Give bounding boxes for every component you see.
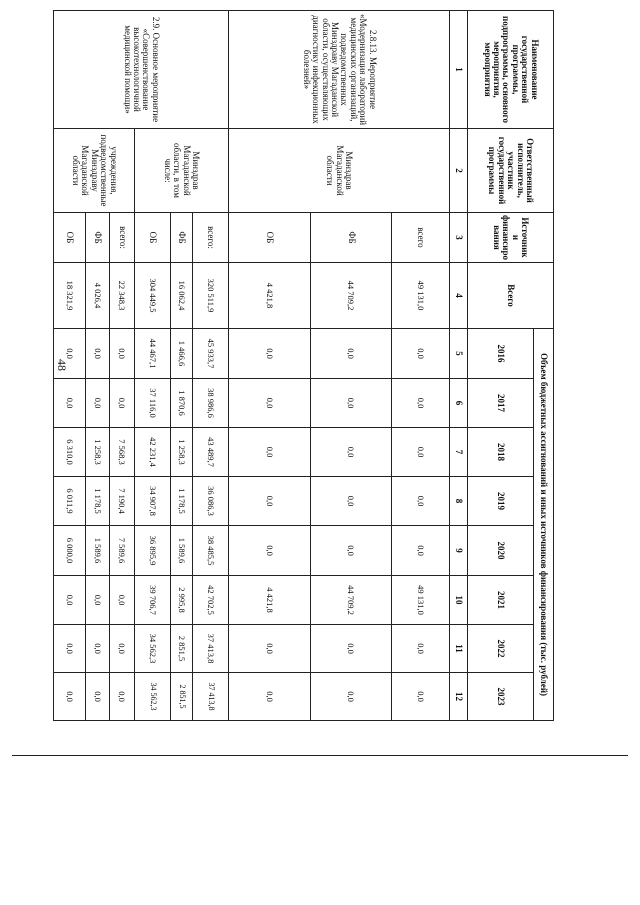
value-cell: 6 011,9	[54, 477, 86, 526]
value-cell: 0,0	[110, 673, 135, 721]
header-year: 2020	[468, 526, 534, 576]
value-cell: 0,0	[86, 576, 110, 625]
column-number: 5	[450, 329, 468, 379]
header-year: 2016	[468, 329, 534, 379]
header-year: 2017	[468, 379, 534, 428]
value-cell: 1 258,3	[171, 428, 193, 477]
header-executor: Ответственный исполнитель, участник государственной программы	[468, 129, 554, 213]
value-cell: 44 709,2	[311, 263, 392, 329]
value-cell: 0,0	[392, 477, 450, 526]
executor-cell: Минздрав Магаданской области, в том числе:	[135, 129, 229, 213]
value-cell: 0,0	[392, 428, 450, 477]
value-cell: 0,0	[229, 673, 311, 721]
value-cell: 18 321,9	[54, 263, 86, 329]
value-cell: 39 706,7	[135, 576, 171, 625]
program-name-cell: 2.8.13. Мероприятие «Модернизация лабораторий медицинских организаций, подведомственных Минздраву Магаданской области, осуществляющих диагностику инфекционных болезней»	[229, 11, 450, 129]
horizontal-rule	[12, 755, 628, 756]
source-cell: всего:	[193, 213, 229, 263]
header-funding-source: Источники финансирования	[468, 213, 554, 263]
value-cell: 0,0	[110, 576, 135, 625]
page-number: 48	[55, 359, 69, 371]
value-cell: 4 421,8	[229, 576, 311, 625]
value-cell: 7 190,4	[110, 477, 135, 526]
value-cell: 16 062,4	[171, 263, 193, 329]
value-cell: 0,0	[54, 329, 86, 379]
financing-table	[53, 10, 554, 721]
header-year: 2023	[468, 673, 534, 721]
value-cell: 0,0	[392, 526, 450, 576]
header-year: 2022	[468, 625, 534, 673]
value-cell: 0,0	[54, 576, 86, 625]
value-cell: 38 986,6	[193, 379, 229, 428]
value-cell: 2 851,5	[171, 625, 193, 673]
program-name-cell: 2.9. Основное мероприятие «Совершенствование высокотехнологичной медицинской помощи»	[54, 11, 229, 129]
value-cell: 0,0	[229, 477, 311, 526]
value-cell: 0,0	[229, 428, 311, 477]
value-cell: 34 562,3	[135, 673, 171, 721]
value-cell: 0,0	[392, 673, 450, 721]
value-cell: 0,0	[392, 329, 450, 379]
column-number: 9	[450, 526, 468, 576]
value-cell: 2 995,8	[171, 576, 193, 625]
value-cell: 36 895,9	[135, 526, 171, 576]
value-cell: 1 870,6	[171, 379, 193, 428]
column-number: 2	[450, 129, 468, 213]
value-cell: 0,0	[392, 625, 450, 673]
value-cell: 0,0	[311, 526, 392, 576]
value-cell: 0,0	[311, 625, 392, 673]
column-number: 4	[450, 263, 468, 329]
column-number: 7	[450, 428, 468, 477]
value-cell: 4 026,4	[86, 263, 110, 329]
value-cell: 44 709,2	[311, 576, 392, 625]
source-cell: ОБ	[135, 213, 171, 263]
value-cell: 6 310,0	[54, 428, 86, 477]
value-cell: 0,0	[86, 379, 110, 428]
value-cell: 1 466,6	[171, 329, 193, 379]
value-cell: 0,0	[110, 329, 135, 379]
source-cell: ОБ	[229, 213, 311, 263]
source-cell: ФБ	[86, 213, 110, 263]
value-cell: 34 907,8	[135, 477, 171, 526]
value-cell: 0,0	[311, 673, 392, 721]
value-cell: 0,0	[229, 625, 311, 673]
value-cell: 0,0	[54, 673, 86, 721]
column-number: 3	[450, 213, 468, 263]
value-cell: 1 178,5	[86, 477, 110, 526]
value-cell: 0,0	[229, 526, 311, 576]
value-cell: 0,0	[86, 625, 110, 673]
value-cell: 320 511,9	[193, 263, 229, 329]
source-cell: ФБ	[171, 213, 193, 263]
header-financing-group: Объем бюджетных ассигнований и иных источников финансирования (тыс. рублей)	[534, 329, 554, 721]
value-cell: 1 589,6	[86, 526, 110, 576]
column-number: 10	[450, 576, 468, 625]
value-cell: 7 589,6	[110, 526, 135, 576]
value-cell: 22 348,3	[110, 263, 135, 329]
executor-cell: учреждения, подведомственные Минздраву Магаданской области	[54, 129, 135, 213]
value-cell: 1 178,5	[171, 477, 193, 526]
value-cell: 0,0	[54, 379, 86, 428]
value-cell: 6 000,0	[54, 526, 86, 576]
source-cell: ФБ	[311, 213, 392, 263]
source-cell: всего:	[110, 213, 135, 263]
value-cell: 42 702,5	[193, 576, 229, 625]
value-cell: 4 421,8	[229, 263, 311, 329]
executor-cell: Минздрав Магаданской области	[229, 129, 450, 213]
source-cell: всего	[392, 213, 450, 263]
value-cell: 0,0	[311, 379, 392, 428]
header-year: 2019	[468, 477, 534, 526]
value-cell: 49 131,0	[392, 576, 450, 625]
value-cell: 1 589,6	[171, 526, 193, 576]
value-cell: 0,0	[110, 379, 135, 428]
column-number: 1	[450, 11, 468, 129]
value-cell: 0,0	[311, 477, 392, 526]
value-cell: 0,0	[392, 379, 450, 428]
value-cell: 0,0	[54, 625, 86, 673]
header-program-name: Наименование государственной программы, подпрограммы, основного мероприятия, мероприятия	[468, 11, 554, 129]
value-cell: 304 449,5	[135, 263, 171, 329]
value-cell: 38 485,5	[193, 526, 229, 576]
value-cell: 45 933,7	[193, 329, 229, 379]
column-number: 11	[450, 625, 468, 673]
value-cell: 7 568,3	[110, 428, 135, 477]
value-cell: 0,0	[229, 379, 311, 428]
value-cell: 37 116,0	[135, 379, 171, 428]
value-cell: 36 086,3	[193, 477, 229, 526]
value-cell: 0,0	[229, 329, 311, 379]
value-cell: 0,0	[86, 329, 110, 379]
header-year: 2018	[468, 428, 534, 477]
rotated-table-container	[54, 10, 554, 720]
column-number: 6	[450, 379, 468, 428]
value-cell: 0,0	[86, 673, 110, 721]
source-cell: ОБ	[54, 213, 86, 263]
column-number: 8	[450, 477, 468, 526]
value-cell: 2 851,5	[171, 673, 193, 721]
value-cell: 37 413,8	[193, 625, 229, 673]
value-cell: 44 467,1	[135, 329, 171, 379]
value-cell: 0,0	[110, 625, 135, 673]
value-cell: 37 413,8	[193, 673, 229, 721]
value-cell: 34 562,3	[135, 625, 171, 673]
value-cell: 0,0	[311, 329, 392, 379]
value-cell: 43 489,7	[193, 428, 229, 477]
header-total: Всего	[468, 263, 554, 329]
value-cell: 0,0	[311, 428, 392, 477]
value-cell: 42 231,4	[135, 428, 171, 477]
column-number: 12	[450, 673, 468, 721]
value-cell: 49 131,0	[392, 263, 450, 329]
header-year: 2021	[468, 576, 534, 625]
value-cell: 1 258,3	[86, 428, 110, 477]
